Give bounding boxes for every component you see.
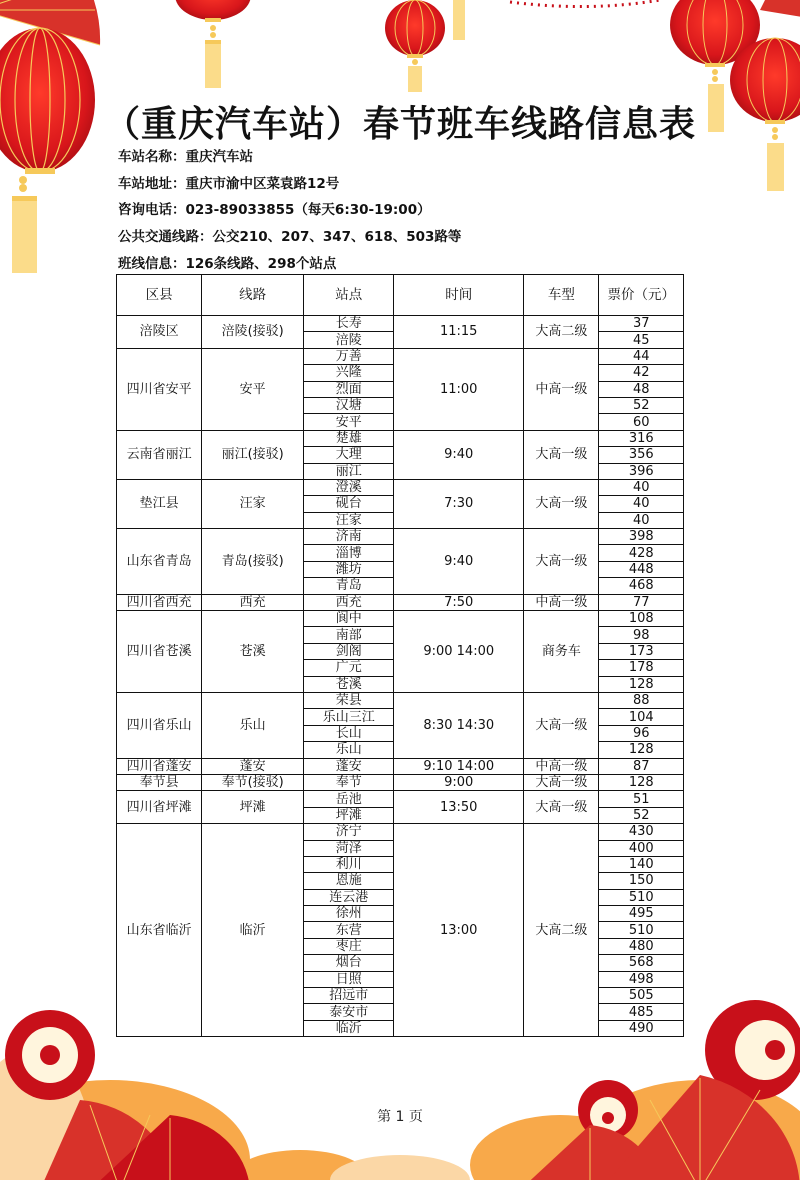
cell-time: 9:10 14:00 [394, 758, 524, 774]
cell-time: 11:15 [394, 316, 524, 349]
cell-stop: 日照 [304, 971, 394, 987]
table-row [117, 791, 684, 807]
table-row [117, 611, 684, 627]
table-row [117, 758, 684, 774]
cell-stop: 涪陵 [304, 332, 394, 348]
info-label: 班线信息： [118, 256, 186, 272]
info-label: 公共交通线路： [118, 229, 213, 245]
cell-price: 88 [599, 692, 684, 708]
plum-flower-icon [5, 1010, 95, 1100]
cell-price: 77 [599, 594, 684, 610]
cell-stop: 澄溪 [304, 479, 394, 495]
cell-line: 涪陵(接驳) [202, 316, 304, 349]
cell-price: 468 [599, 578, 684, 594]
table-header-row [117, 275, 684, 316]
cell-price: 398 [599, 529, 684, 545]
cell-stop: 砚台 [304, 496, 394, 512]
cell-stop: 剑阁 [304, 643, 394, 659]
cell-price: 87 [599, 758, 684, 774]
cell-price: 400 [599, 840, 684, 856]
header-price: 票价（元） [599, 275, 684, 316]
cell-bus-type: 商务车 [524, 611, 599, 693]
cell-line: 青岛(接驳) [202, 529, 304, 595]
info-phone [118, 198, 431, 218]
cell-stop: 烈面 [304, 381, 394, 397]
cell-stop: 乐山三江 [304, 709, 394, 725]
info-label: 车站地址： [118, 176, 186, 192]
cell-stop: 泰安市 [304, 1004, 394, 1020]
header-district: 区县 [117, 275, 202, 316]
info-label: 咨询电话： [118, 202, 186, 218]
cell-bus-type: 中高一级 [524, 758, 599, 774]
cell-stop: 岳池 [304, 791, 394, 807]
cell-stop: 烟台 [304, 955, 394, 971]
info-station-name [118, 145, 253, 165]
cell-stop: 淄博 [304, 545, 394, 561]
cell-stop: 坪滩 [304, 807, 394, 823]
cell-price: 568 [599, 955, 684, 971]
cell-price: 52 [599, 807, 684, 823]
cell-price: 60 [599, 414, 684, 430]
table-row [117, 348, 684, 364]
cell-bus-type: 大高一级 [524, 529, 599, 595]
cell-stop: 丽江 [304, 463, 394, 479]
cell-stop: 长山 [304, 725, 394, 741]
cell-price: 498 [599, 971, 684, 987]
cell-price: 396 [599, 463, 684, 479]
header-bus-type: 车型 [524, 275, 599, 316]
cell-price: 480 [599, 938, 684, 954]
cell-price: 128 [599, 774, 684, 790]
cell-price: 173 [599, 643, 684, 659]
cell-stop: 汪家 [304, 512, 394, 528]
cell-time: 13:00 [394, 824, 524, 1037]
cell-price: 485 [599, 1004, 684, 1020]
cell-time: 7:50 [394, 594, 524, 610]
info-value: 重庆市渝中区菜袁路12号 [185, 176, 340, 192]
cell-price: 316 [599, 430, 684, 446]
cell-price: 52 [599, 397, 684, 413]
cell-stop: 楚雄 [304, 430, 394, 446]
cell-price: 42 [599, 365, 684, 381]
cell-district: 垫江县 [117, 479, 202, 528]
info-value: 重庆汽车站 [185, 149, 253, 165]
cell-bus-type: 中高一级 [524, 594, 599, 610]
cell-stop: 济南 [304, 529, 394, 545]
header-time: 时间 [394, 275, 524, 316]
header-stop: 站点 [304, 275, 394, 316]
cell-price: 510 [599, 889, 684, 905]
cell-time: 9:40 [394, 430, 524, 479]
cell-stop: 济宁 [304, 824, 394, 840]
table-row [117, 430, 684, 446]
table-row [117, 774, 684, 790]
cell-bus-type: 大高一级 [524, 479, 599, 528]
cell-price: 40 [599, 496, 684, 512]
cell-district: 涪陵区 [117, 316, 202, 349]
cell-price: 128 [599, 742, 684, 758]
cell-district: 奉节县 [117, 774, 202, 790]
cell-bus-type: 大高一级 [524, 692, 599, 758]
cell-price: 45 [599, 332, 684, 348]
cell-line: 西充 [202, 594, 304, 610]
cell-stop: 广元 [304, 660, 394, 676]
info-value: 126条线路、298个站点 [185, 256, 337, 272]
cell-price: 430 [599, 824, 684, 840]
red-lantern-icon [385, 0, 445, 92]
cell-price: 48 [599, 381, 684, 397]
cell-stop: 安平 [304, 414, 394, 430]
table-row [117, 529, 684, 545]
cell-stop: 大理 [304, 447, 394, 463]
cell-time: 8:30 14:30 [394, 692, 524, 758]
cell-district: 四川省蓬安 [117, 758, 202, 774]
cell-stop: 连云港 [304, 889, 394, 905]
cell-stop: 苍溪 [304, 676, 394, 692]
cell-line: 汪家 [202, 479, 304, 528]
cell-district: 山东省青岛 [117, 529, 202, 595]
cell-price: 490 [599, 1020, 684, 1036]
cell-bus-type: 大高一级 [524, 774, 599, 790]
cell-line: 临沂 [202, 824, 304, 1037]
info-public-transit [118, 225, 461, 245]
cell-line: 安平 [202, 348, 304, 430]
cell-stop: 奉节 [304, 774, 394, 790]
red-lantern-icon [0, 28, 95, 273]
cell-time: 11:00 [394, 348, 524, 430]
page-title: （重庆汽车站）春节班车线路信息表 [103, 104, 696, 145]
red-lantern-icon [175, 0, 251, 88]
page-number: 第 1 页 [377, 1109, 423, 1125]
table-row [117, 316, 684, 332]
cell-stop: 枣庄 [304, 938, 394, 954]
cell-price: 505 [599, 988, 684, 1004]
routes-table-body [117, 316, 684, 1037]
cell-district: 山东省临沂 [117, 824, 202, 1037]
cell-time: 7:30 [394, 479, 524, 528]
cell-district: 四川省乐山 [117, 692, 202, 758]
red-lantern-icon [453, 0, 465, 40]
cell-line: 乐山 [202, 692, 304, 758]
routes-table [116, 274, 684, 1037]
cell-time: 9:00 [394, 774, 524, 790]
cell-line: 蓬安 [202, 758, 304, 774]
cell-price: 51 [599, 791, 684, 807]
cell-bus-type: 中高一级 [524, 348, 599, 430]
cell-price: 448 [599, 561, 684, 577]
cell-stop: 招远市 [304, 988, 394, 1004]
folding-fan-icon [760, 0, 800, 20]
cell-price: 96 [599, 725, 684, 741]
cell-stop: 万善 [304, 348, 394, 364]
cell-line: 丽江(接驳) [202, 430, 304, 479]
cell-stop: 恩施 [304, 873, 394, 889]
cell-stop: 南部 [304, 627, 394, 643]
cell-price: 510 [599, 922, 684, 938]
table-row [117, 479, 684, 495]
cell-line: 奉节(接驳) [202, 774, 304, 790]
cell-price: 40 [599, 479, 684, 495]
cell-price: 495 [599, 906, 684, 922]
cell-bus-type: 大高二级 [524, 824, 599, 1037]
cell-price: 44 [599, 348, 684, 364]
cell-stop: 菏泽 [304, 840, 394, 856]
cell-time: 13:50 [394, 791, 524, 824]
cell-bus-type: 大高一级 [524, 791, 599, 824]
cell-bus-type: 大高一级 [524, 430, 599, 479]
cell-price: 150 [599, 873, 684, 889]
cell-stop: 徐州 [304, 906, 394, 922]
table-row [117, 692, 684, 708]
cell-district: 四川省安平 [117, 348, 202, 430]
cell-price: 428 [599, 545, 684, 561]
cell-price: 108 [599, 611, 684, 627]
cell-time: 9:00 14:00 [394, 611, 524, 693]
info-station-address [118, 172, 339, 192]
info-value: 公交210、207、347、618、503路等 [212, 229, 462, 245]
cell-stop: 兴隆 [304, 365, 394, 381]
info-route-summary [118, 252, 336, 272]
cell-line: 苍溪 [202, 611, 304, 693]
cell-stop: 蓬安 [304, 758, 394, 774]
cell-price: 356 [599, 447, 684, 463]
info-label: 车站名称： [118, 149, 186, 165]
table-row [117, 594, 684, 610]
cell-district: 四川省坪滩 [117, 791, 202, 824]
cell-time: 9:40 [394, 529, 524, 595]
cell-price: 40 [599, 512, 684, 528]
cell-stop: 荣县 [304, 692, 394, 708]
header-line: 线路 [202, 275, 304, 316]
cell-stop: 乐山 [304, 742, 394, 758]
info-value: 023-89033855（每天6:30-19:00） [185, 202, 431, 218]
cell-bus-type: 大高二级 [524, 316, 599, 349]
cell-price: 37 [599, 316, 684, 332]
cell-district: 四川省苍溪 [117, 611, 202, 693]
cell-stop: 西充 [304, 594, 394, 610]
cell-price: 128 [599, 676, 684, 692]
cell-district: 四川省西充 [117, 594, 202, 610]
cell-price: 104 [599, 709, 684, 725]
cell-district: 云南省丽江 [117, 430, 202, 479]
cell-stop: 利川 [304, 856, 394, 872]
cell-stop: 潍坊 [304, 561, 394, 577]
cell-stop: 临沂 [304, 1020, 394, 1036]
cell-stop: 青岛 [304, 578, 394, 594]
cell-stop: 汉塘 [304, 397, 394, 413]
cell-price: 140 [599, 856, 684, 872]
table-row [117, 824, 684, 840]
cell-stop: 东营 [304, 922, 394, 938]
cell-stop: 长寿 [304, 316, 394, 332]
cell-price: 178 [599, 660, 684, 676]
cell-price: 98 [599, 627, 684, 643]
cell-line: 坪滩 [202, 791, 304, 824]
cell-stop: 阆中 [304, 611, 394, 627]
